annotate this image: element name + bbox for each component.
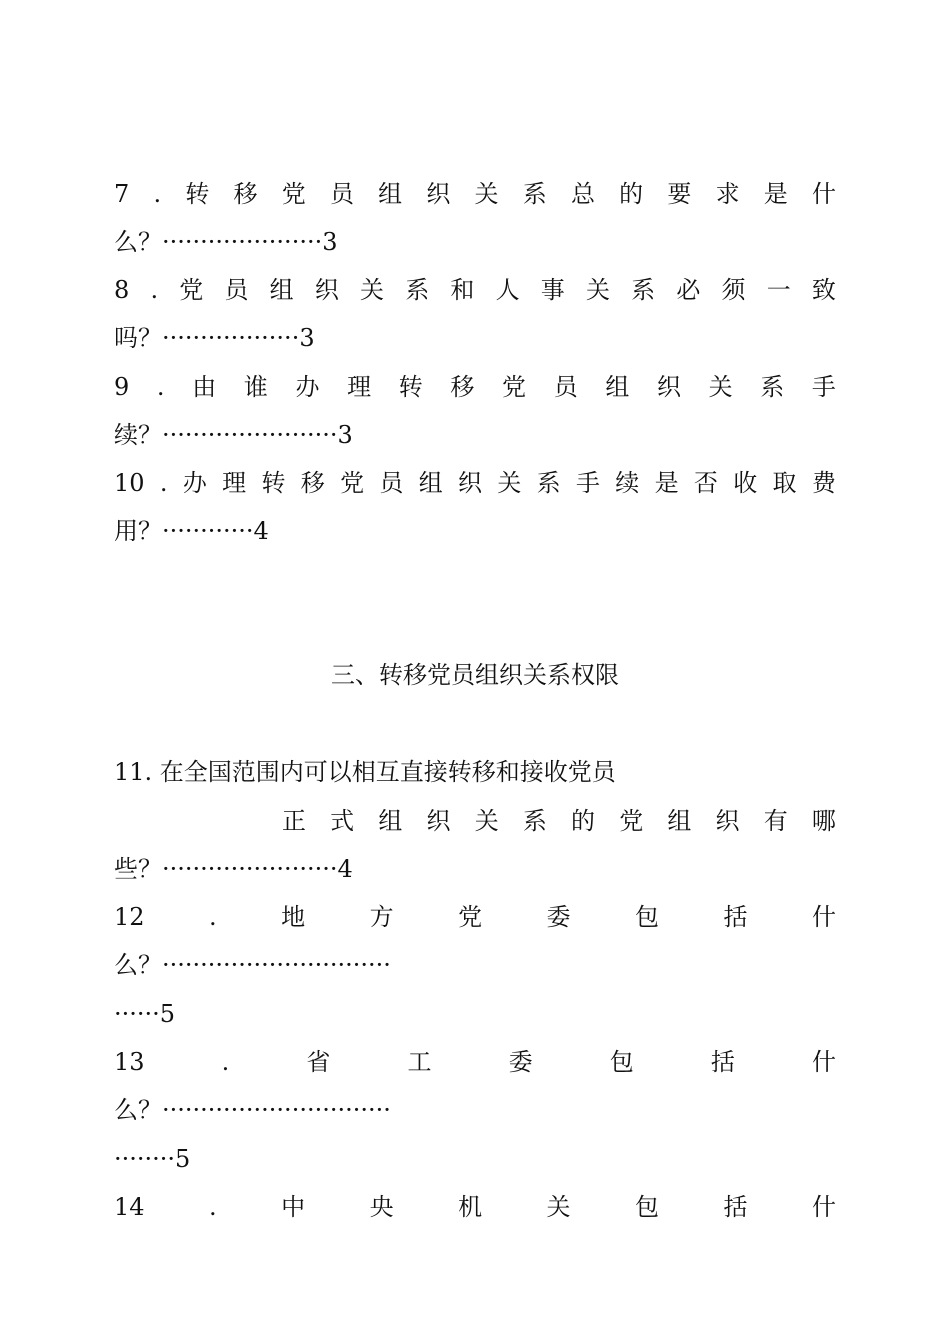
- toc-char: 括: [723, 1193, 748, 1221]
- toc-item-11-first-line[interactable]: 11. 在全国范围内可以相互直接转移和接收党员: [114, 758, 616, 786]
- toc-char: 括: [710, 1048, 735, 1076]
- toc-char: 要: [667, 180, 692, 208]
- toc-char: 省: [306, 1048, 331, 1076]
- toc-char: .: [153, 180, 162, 208]
- toc-char: 党: [458, 903, 483, 931]
- toc-char: 13: [114, 1048, 145, 1076]
- toc-char: 否: [693, 469, 718, 497]
- toc-char: 组: [605, 373, 630, 401]
- toc-char: 理: [347, 373, 372, 401]
- toc-char: 包: [635, 903, 659, 931]
- toc-char: 移: [300, 469, 325, 497]
- toc-char: 系: [522, 807, 547, 835]
- toc-char: 手: [811, 373, 836, 401]
- toc-char: 关: [474, 807, 499, 835]
- toc-char: 织: [656, 373, 681, 401]
- toc-item-10[interactable]: [114, 466, 836, 500]
- toc-char: 包: [635, 1193, 659, 1221]
- toc-char: 是: [654, 469, 679, 497]
- toc-char: 工: [407, 1048, 432, 1076]
- toc-char: 中: [281, 1193, 306, 1221]
- toc-char: 总: [570, 180, 595, 208]
- toc-char: 致: [811, 276, 836, 304]
- toc-char: 式: [330, 807, 355, 835]
- toc-char: 什: [811, 1048, 836, 1076]
- toc-char: 续: [615, 469, 640, 497]
- toc-char: 关: [474, 180, 499, 208]
- toc-char: 党: [502, 373, 527, 401]
- toc-char: 党: [281, 180, 306, 208]
- toc-char: 系: [536, 469, 561, 497]
- toc-char: 须: [721, 276, 746, 304]
- toc-char: 组: [667, 807, 692, 835]
- toc-item-10-continuation: 用？············4: [114, 517, 269, 545]
- toc-char: 办: [182, 469, 207, 497]
- toc-char: 党: [619, 807, 644, 835]
- toc-char: 关: [708, 373, 733, 401]
- toc-char: 人: [495, 276, 520, 304]
- toc-char: 由: [192, 373, 217, 401]
- toc-item-14[interactable]: [114, 1190, 836, 1224]
- toc-char: .: [150, 276, 159, 304]
- toc-char: 移: [233, 180, 258, 208]
- toc-char: 办: [295, 373, 320, 401]
- toc-char: 有: [763, 807, 788, 835]
- toc-char: 系: [631, 276, 656, 304]
- toc-char: 事: [540, 276, 565, 304]
- toc-char: 织: [426, 807, 451, 835]
- toc-item-12-continuation-2: ······5: [114, 1000, 176, 1028]
- toc-char: 取: [772, 469, 797, 497]
- toc-char: 系: [760, 373, 785, 401]
- toc-char: 方: [369, 903, 394, 931]
- toc-char: 什: [811, 903, 836, 931]
- toc-char: 的: [571, 807, 596, 835]
- toc-char: 关: [585, 276, 610, 304]
- toc-char: 委: [508, 1048, 533, 1076]
- toc-item-13-continuation: 么？······························: [114, 1096, 391, 1124]
- toc-item-13[interactable]: [114, 1045, 836, 1079]
- toc-char: 谁: [243, 373, 268, 401]
- toc-char: 员: [224, 276, 249, 304]
- toc-item-9[interactable]: [114, 370, 836, 404]
- toc-char: 机: [458, 1193, 483, 1221]
- toc-item-11[interactable]: [282, 804, 836, 838]
- toc-item-7[interactable]: [114, 177, 836, 211]
- toc-char: 组: [269, 276, 294, 304]
- toc-char: 织: [314, 276, 339, 304]
- toc-char: 织: [458, 469, 482, 497]
- toc-char: 9: [114, 373, 130, 401]
- toc-char: 员: [379, 469, 404, 497]
- toc-char: 必: [676, 276, 701, 304]
- toc-char: 包: [609, 1048, 634, 1076]
- toc-char: 组: [378, 180, 403, 208]
- toc-item-7-continuation: 么？·····················3: [114, 228, 338, 256]
- toc-char: 央: [369, 1193, 394, 1221]
- toc-char: .: [221, 1048, 230, 1076]
- toc-char: 关: [546, 1193, 571, 1221]
- toc-char: .: [209, 1193, 217, 1221]
- toc-char: 关: [497, 469, 522, 497]
- toc-char: 转: [398, 373, 423, 401]
- toc-item-12-continuation: 么？······························: [114, 951, 391, 979]
- toc-char: 关: [360, 276, 385, 304]
- toc-char: 转: [261, 469, 286, 497]
- toc-item-8-continuation: 吗？··················3: [114, 324, 315, 352]
- toc-char: 组: [418, 469, 443, 497]
- toc-char: 是: [763, 180, 788, 208]
- toc-char: 8: [114, 276, 130, 304]
- toc-item-9-continuation: 续？·······················3: [114, 421, 353, 449]
- toc-char: .: [156, 373, 165, 401]
- toc-char: 一: [766, 276, 791, 304]
- toc-char: 党: [340, 469, 365, 497]
- section-heading: 三、转移党员组织关系权限: [331, 661, 619, 689]
- toc-char: 求: [715, 180, 740, 208]
- toc-item-13-continuation-2: ········5: [114, 1145, 191, 1173]
- toc-char: 员: [553, 373, 578, 401]
- toc-char: 收: [733, 469, 758, 497]
- toc-char: 什: [811, 1193, 836, 1221]
- toc-char: 哪: [811, 807, 836, 835]
- toc-char: 党: [179, 276, 204, 304]
- toc-char: 委: [546, 903, 571, 931]
- toc-char: 员: [329, 180, 354, 208]
- toc-char: 费: [811, 469, 836, 497]
- toc-char: 和: [450, 276, 475, 304]
- toc-char: 什: [811, 180, 836, 208]
- toc-char: 14: [114, 1193, 145, 1221]
- toc-char: 括: [723, 903, 748, 931]
- toc-char: .: [209, 903, 217, 931]
- toc-char: 12: [114, 903, 145, 931]
- toc-char: 组: [378, 807, 403, 835]
- toc-char: 地: [281, 903, 306, 931]
- toc-char: 系: [522, 180, 547, 208]
- toc-char: 系: [405, 276, 430, 304]
- toc-char: 10: [114, 469, 145, 497]
- toc-item-8[interactable]: [114, 273, 836, 307]
- toc-char: 正: [282, 807, 306, 835]
- toc-char: .: [159, 469, 168, 497]
- toc-char: 转: [185, 180, 210, 208]
- toc-char: 理: [222, 469, 247, 497]
- toc-char: 手: [575, 469, 600, 497]
- toc-char: 织: [715, 807, 740, 835]
- toc-item-12[interactable]: [114, 900, 836, 934]
- toc-item-11-continuation: 些？·······················4: [114, 855, 353, 883]
- toc-char: 7: [114, 180, 130, 208]
- toc-char: 织: [426, 180, 451, 208]
- toc-char: 的: [619, 180, 644, 208]
- toc-char: 移: [450, 373, 475, 401]
